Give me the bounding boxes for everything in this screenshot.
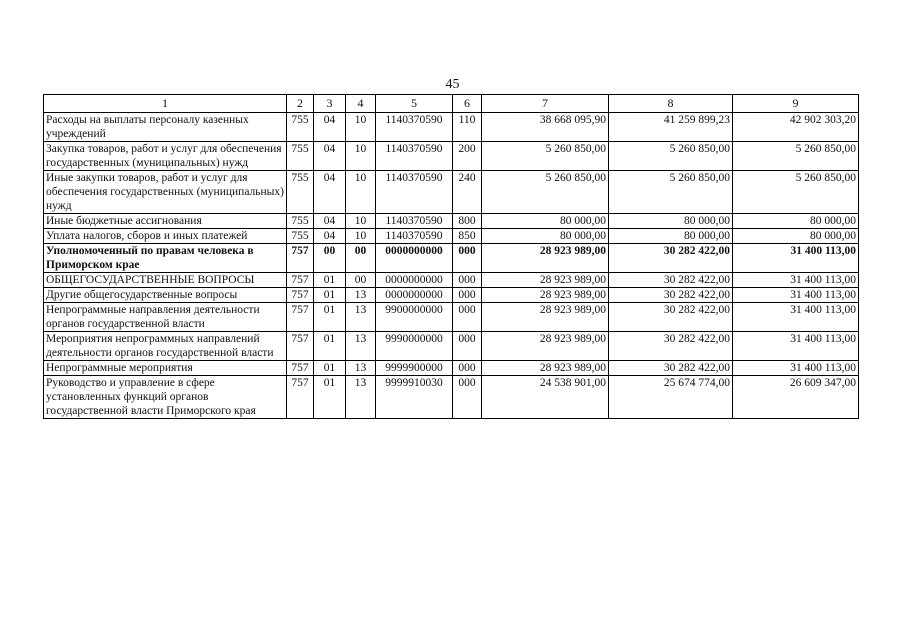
amount-col7-cell: 80 000,00 <box>482 214 609 229</box>
section-code-cell: 04 <box>314 142 346 171</box>
subsection-code-cell: 10 <box>346 171 376 214</box>
row-name-cell: Иные бюджетные ассигнования <box>44 214 287 229</box>
header-cell: 7 <box>482 95 609 113</box>
expense-type-cell: 000 <box>453 244 482 273</box>
article-code-cell: 9999910030 <box>376 376 453 419</box>
row-name-cell: Мероприятия непрограммных направлений деятельности органов государственной власти <box>44 332 287 361</box>
article-code-cell: 9990000000 <box>376 332 453 361</box>
section-code-cell: 04 <box>314 214 346 229</box>
subsection-code-cell: 13 <box>346 376 376 419</box>
amount-col8-cell: 30 282 422,00 <box>609 273 733 288</box>
amount-col8-cell: 30 282 422,00 <box>609 244 733 273</box>
expense-type-cell: 000 <box>453 376 482 419</box>
amount-col9-cell: 31 400 113,00 <box>733 273 859 288</box>
table-row <box>44 229 859 244</box>
article-code-cell: 1140370590 <box>376 113 453 142</box>
amount-col9-cell: 80 000,00 <box>733 229 859 244</box>
article-code-cell: 0000000000 <box>376 273 453 288</box>
expense-type-cell: 000 <box>453 303 482 332</box>
header-cell: 6 <box>453 95 482 113</box>
amount-col8-cell: 80 000,00 <box>609 214 733 229</box>
row-name-cell: ОБЩЕГОСУДАРСТВЕННЫЕ ВОПРОСЫ <box>44 273 287 288</box>
row-name-cell: Непрограммные направления деятельности органов государственной власти <box>44 303 287 332</box>
amount-col9-cell: 42 902 303,20 <box>733 113 859 142</box>
header-cell: 4 <box>346 95 376 113</box>
section-code-cell: 00 <box>314 244 346 273</box>
article-code-cell: 0000000000 <box>376 288 453 303</box>
amount-col8-cell: 41 259 899,23 <box>609 113 733 142</box>
amount-col8-cell: 80 000,00 <box>609 229 733 244</box>
gr-code-cell: 757 <box>287 361 314 376</box>
section-code-cell: 04 <box>314 113 346 142</box>
article-code-cell: 1140370590 <box>376 171 453 214</box>
expense-type-cell: 200 <box>453 142 482 171</box>
subsection-code-cell: 10 <box>346 229 376 244</box>
subsection-code-cell: 10 <box>346 142 376 171</box>
gr-code-cell: 757 <box>287 273 314 288</box>
amount-col8-cell: 25 674 774,00 <box>609 376 733 419</box>
article-code-cell: 1140370590 <box>376 229 453 244</box>
table-row <box>44 273 859 288</box>
amount-col9-cell: 31 400 113,00 <box>733 332 859 361</box>
section-code-cell: 01 <box>314 273 346 288</box>
row-name-cell: Непрограммные мероприятия <box>44 361 287 376</box>
article-code-cell: 1140370590 <box>376 142 453 171</box>
gr-code-cell: 755 <box>287 214 314 229</box>
table-row <box>44 113 859 142</box>
table-row <box>44 361 859 376</box>
table-row <box>44 288 859 303</box>
budget-table <box>43 94 859 419</box>
amount-col7-cell: 28 923 989,00 <box>482 303 609 332</box>
header-cell: 8 <box>609 95 733 113</box>
article-code-cell: 0000000000 <box>376 244 453 273</box>
header-row <box>44 95 859 113</box>
article-code-cell: 9999900000 <box>376 361 453 376</box>
gr-code-cell: 755 <box>287 229 314 244</box>
amount-col7-cell: 28 923 989,00 <box>482 273 609 288</box>
header-cell: 5 <box>376 95 453 113</box>
amount-col7-cell: 5 260 850,00 <box>482 142 609 171</box>
amount-col8-cell: 30 282 422,00 <box>609 332 733 361</box>
amount-col7-cell: 5 260 850,00 <box>482 171 609 214</box>
amount-col9-cell: 5 260 850,00 <box>733 142 859 171</box>
section-code-cell: 01 <box>314 332 346 361</box>
gr-code-cell: 755 <box>287 142 314 171</box>
amount-col8-cell: 5 260 850,00 <box>609 171 733 214</box>
row-name-cell: Руководство и управление в сфере установленных функций органов государственной власти Приморского края <box>44 376 287 419</box>
amount-col9-cell: 5 260 850,00 <box>733 171 859 214</box>
gr-code-cell: 755 <box>287 113 314 142</box>
header-cell: 2 <box>287 95 314 113</box>
gr-code-cell: 757 <box>287 244 314 273</box>
table-row <box>44 376 859 419</box>
amount-col7-cell: 80 000,00 <box>482 229 609 244</box>
table-row <box>44 332 859 361</box>
subsection-code-cell: 00 <box>346 244 376 273</box>
article-code-cell: 1140370590 <box>376 214 453 229</box>
row-name-cell: Уплата налогов, сборов и иных платежей <box>44 229 287 244</box>
amount-col9-cell: 31 400 113,00 <box>733 288 859 303</box>
row-name-cell: Закупка товаров, работ и услуг для обеспечения государственных (муниципальных) нужд <box>44 142 287 171</box>
subsection-code-cell: 13 <box>346 361 376 376</box>
article-code-cell: 9900000000 <box>376 303 453 332</box>
subsection-code-cell: 13 <box>346 303 376 332</box>
amount-col7-cell: 28 923 989,00 <box>482 361 609 376</box>
expense-type-cell: 850 <box>453 229 482 244</box>
section-code-cell: 01 <box>314 288 346 303</box>
amount-col7-cell: 28 923 989,00 <box>482 288 609 303</box>
amount-col9-cell: 80 000,00 <box>733 214 859 229</box>
row-name-cell: Расходы на выплаты персоналу казенных учреждений <box>44 113 287 142</box>
section-code-cell: 01 <box>314 376 346 419</box>
page-number: 45 <box>445 77 460 92</box>
table-row <box>44 303 859 332</box>
amount-col7-cell: 28 923 989,00 <box>482 244 609 273</box>
amount-col8-cell: 5 260 850,00 <box>609 142 733 171</box>
table-row <box>44 171 859 214</box>
header-cell: 1 <box>44 95 287 113</box>
section-code-cell: 04 <box>314 229 346 244</box>
expense-type-cell: 110 <box>453 113 482 142</box>
amount-col7-cell: 28 923 989,00 <box>482 332 609 361</box>
gr-code-cell: 757 <box>287 288 314 303</box>
row-name-cell: Другие общегосударственные вопросы <box>44 288 287 303</box>
amount-col8-cell: 30 282 422,00 <box>609 303 733 332</box>
amount-col9-cell: 31 400 113,00 <box>733 244 859 273</box>
section-code-cell: 01 <box>314 303 346 332</box>
expense-type-cell: 240 <box>453 171 482 214</box>
expense-type-cell: 000 <box>453 288 482 303</box>
header-cell: 9 <box>733 95 859 113</box>
expense-type-cell: 800 <box>453 214 482 229</box>
row-name-cell: Уполномоченный по правам человека в Приморском крае <box>44 244 287 273</box>
gr-code-cell: 757 <box>287 376 314 419</box>
expense-type-cell: 000 <box>453 332 482 361</box>
amount-col9-cell: 31 400 113,00 <box>733 303 859 332</box>
subsection-code-cell: 13 <box>346 332 376 361</box>
header-cell: 3 <box>314 95 346 113</box>
table-row <box>44 214 859 229</box>
subsection-code-cell: 10 <box>346 113 376 142</box>
row-name-cell: Иные закупки товаров, работ и услуг для обеспечения государственных (муниципальных) нужд <box>44 171 287 214</box>
subsection-code-cell: 13 <box>346 288 376 303</box>
section-code-cell: 01 <box>314 361 346 376</box>
expense-type-cell: 000 <box>453 361 482 376</box>
table-row <box>44 142 859 171</box>
amount-col9-cell: 26 609 347,00 <box>733 376 859 419</box>
gr-code-cell: 757 <box>287 303 314 332</box>
subsection-code-cell: 00 <box>346 273 376 288</box>
gr-code-cell: 757 <box>287 332 314 361</box>
subsection-code-cell: 10 <box>346 214 376 229</box>
table-body <box>44 113 859 419</box>
table-row <box>44 244 859 273</box>
expense-type-cell: 000 <box>453 273 482 288</box>
amount-col9-cell: 31 400 113,00 <box>733 361 859 376</box>
gr-code-cell: 755 <box>287 171 314 214</box>
amount-col7-cell: 24 538 901,00 <box>482 376 609 419</box>
amount-col8-cell: 30 282 422,00 <box>609 288 733 303</box>
section-code-cell: 04 <box>314 171 346 214</box>
amount-col7-cell: 38 668 095,90 <box>482 113 609 142</box>
amount-col8-cell: 30 282 422,00 <box>609 361 733 376</box>
